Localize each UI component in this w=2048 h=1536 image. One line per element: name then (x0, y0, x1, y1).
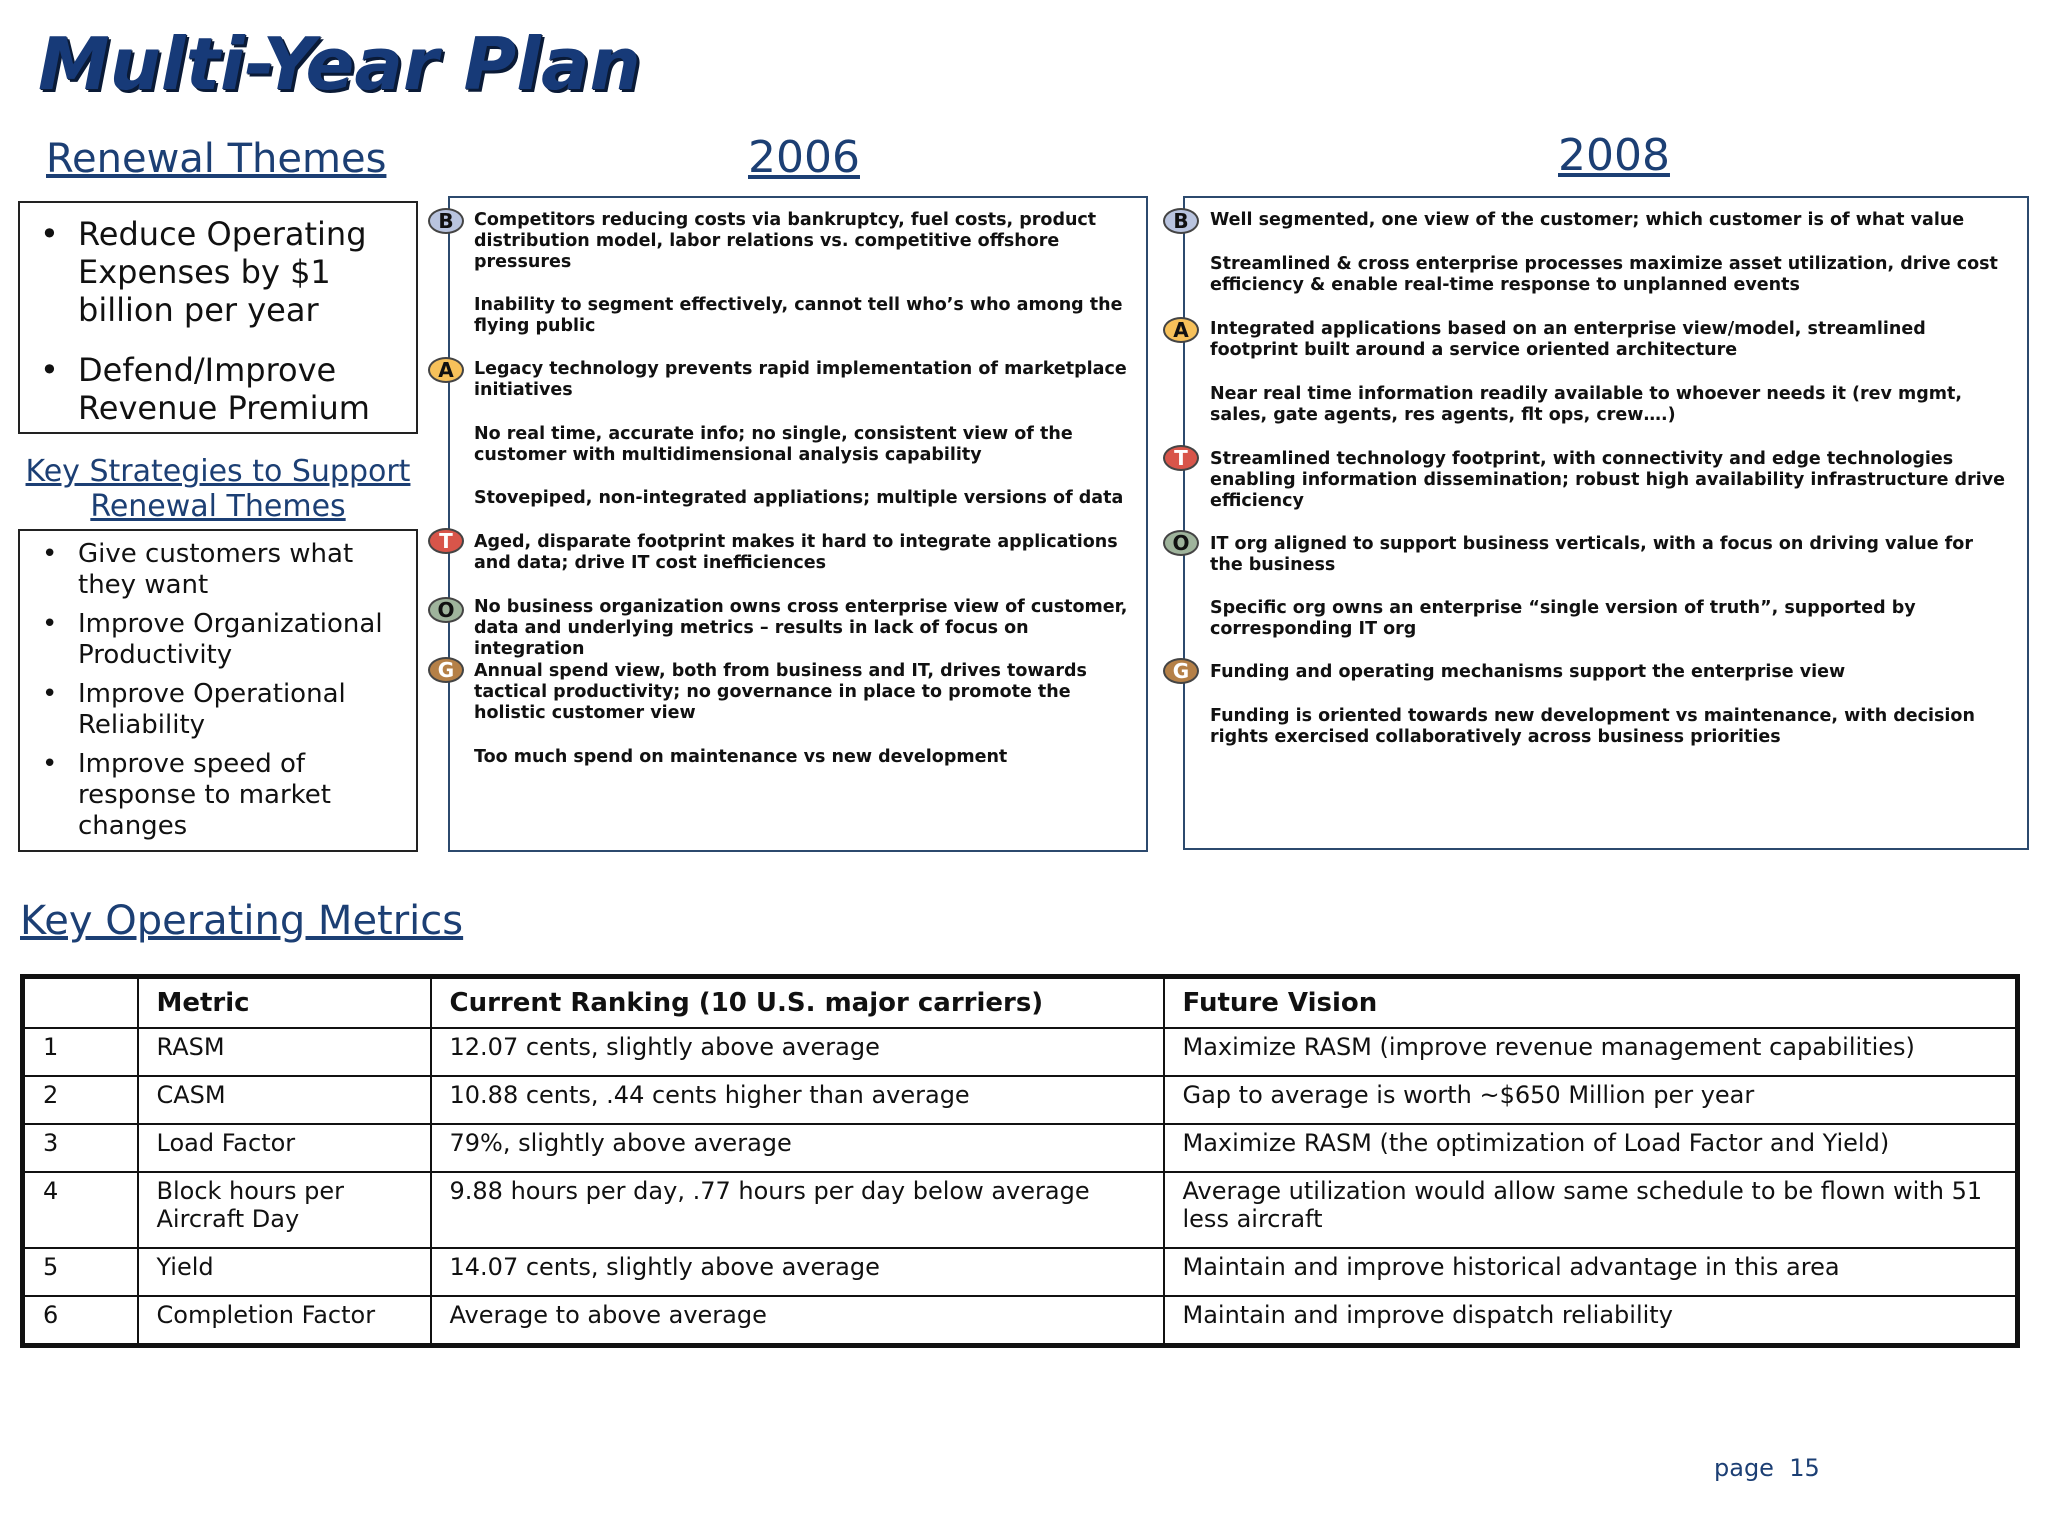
list-item: • Improve speed of response to market changes (78, 749, 406, 842)
table-cell: Maximize RASM (the optimization of Load Factor and Yield) (1164, 1124, 2018, 1172)
application-badge: A (428, 357, 464, 383)
table-cell: Gap to average is worth ~$650 Million per year (1164, 1076, 2018, 1124)
key-operating-metrics-heading: Key Operating Metrics (20, 898, 464, 944)
key-strategies-list (20, 531, 416, 842)
panel-2008-text: Integrated applications based on an enterprise view/model, streamlined footprint built around a service oriented architecture (1210, 319, 1926, 360)
panel-2006-text: Too much spend on maintenance vs new development (474, 747, 1008, 767)
list-item: • Defend/Improve Revenue Premium (78, 351, 406, 427)
table-cell: Average to above average (431, 1296, 1164, 1346)
panel-2008-text: Near real time information readily available to whoever needs it (rev mgmt, sales, gate agents, res agents, flt ops, crew….) (1210, 384, 1963, 425)
page-number-footer (1714, 1454, 1820, 1482)
panel-2006-text: No business organization owns cross enterprise view of customer, data and underlying metrics – results in lack of focus on integration (474, 597, 1128, 659)
organization-badge: O (1163, 530, 1199, 556)
panel-2008 (1172, 196, 2029, 850)
list-item: • Give customers what they want (78, 539, 406, 601)
panel-2006-text: Stovepiped, non-integrated appliations; multiple versions of data (474, 488, 1124, 508)
table-cell: 10.88 cents, .44 cents higher than average (431, 1076, 1164, 1124)
panel-2008-text: Funding is oriented towards new development vs maintenance, with decision rights exercised collaboratively across business priorities (1210, 706, 1975, 747)
column-header: Future Vision (1164, 977, 2018, 1029)
table-cell: 79%, slightly above average (431, 1124, 1164, 1172)
table-cell: 1 (23, 1028, 138, 1076)
renewal-themes-heading: Renewal Themes (46, 136, 387, 182)
table-cell: Completion Factor (138, 1296, 431, 1346)
panel-2008-text: IT org aligned to support business verticals, with a focus on driving value for the business (1210, 534, 1973, 575)
table-cell: 3 (23, 1124, 138, 1172)
panel-2008-text: Streamlined & cross enterprise processes maximize asset utilization, drive cost efficiency & enable real-time response to unplanned events (1210, 254, 1998, 295)
key-strategies-heading: Key Strategies to Support Renewal Themes (25, 454, 411, 524)
technology-badge: T (428, 528, 464, 554)
column-header: Metric (138, 977, 431, 1029)
key-strategies-box (18, 529, 418, 852)
renewal-themes-box (18, 201, 418, 434)
table-cell: Maintain and improve dispatch reliability (1164, 1296, 2018, 1346)
list-item: • Improve Operational Reliability (78, 679, 406, 741)
panel-2008-text: Specific org owns an enterprise “single version of truth”, supported by corresponding IT org (1210, 598, 1916, 639)
table-cell: Average utilization would allow same schedule to be flown with 51 less aircraft (1164, 1172, 2018, 1248)
table-cell: 9.88 hours per day, .77 hours per day below average (431, 1172, 1164, 1248)
panel-2006-text: Inability to segment effectively, cannot tell who’s who among the flying public (474, 295, 1123, 336)
table-cell: 6 (23, 1296, 138, 1346)
metrics-table (20, 974, 2020, 1348)
governance-badge: G (428, 657, 464, 683)
table-cell: 4 (23, 1172, 138, 1248)
panel-2006-text: Annual spend view, both from business and IT, drives towards tactical productivity; no governance in place to promote the holistic customer view (474, 661, 1087, 723)
page-title: Multi-Year Plan (38, 22, 641, 106)
table-header-row (23, 977, 2018, 1029)
table-cell: 5 (23, 1248, 138, 1296)
table-row (23, 1172, 2018, 1248)
business-badge: B (428, 208, 464, 234)
panel-2006-text: No real time, accurate info; no single, consistent view of the customer with multidimensional analysis capability (474, 424, 1073, 465)
page-label: page (1714, 1454, 1774, 1482)
panel-2006-text: Aged, disparate footprint makes it hard to integrate applications and data; drive IT cost inefficiences (474, 532, 1118, 573)
panel-2006-text: Competitors reducing costs via bankruptcy, fuel costs, product distribution model, labor relations vs. competitive offshore pressures (474, 210, 1097, 272)
table-cell: CASM (138, 1076, 431, 1124)
application-badge: A (1163, 317, 1199, 343)
table-row (23, 1028, 2018, 1076)
table-cell: RASM (138, 1028, 431, 1076)
panel-2006-text: Legacy technology prevents rapid implementation of marketplace initiatives (474, 359, 1127, 400)
year-2008-heading: 2008 (1558, 130, 1670, 181)
table-row (23, 1248, 2018, 1296)
business-badge: B (1163, 208, 1199, 234)
list-item: • Improve Organizational Productivity (78, 609, 406, 671)
column-header (23, 977, 138, 1029)
list-item: • Reduce Operating Expenses by $1 billion per year (78, 215, 406, 329)
page-number: 15 (1789, 1454, 1820, 1482)
renewal-themes-list (20, 203, 416, 427)
year-2006-heading: 2006 (748, 132, 860, 183)
panel-2008-text: Funding and operating mechanisms support the enterprise view (1210, 662, 1846, 682)
table-cell: 14.07 cents, slightly above average (431, 1248, 1164, 1296)
organization-badge: O (428, 597, 464, 623)
technology-badge: T (1163, 445, 1199, 471)
table-cell: Maintain and improve historical advantage in this area (1164, 1248, 2018, 1296)
table-cell: Maximize RASM (improve revenue management capabilities) (1164, 1028, 2018, 1076)
panel-2008-text: Streamlined technology footprint, with connectivity and edge technologies enabling information dissemination; robust high availability infrastructure drive efficiency (1210, 449, 2005, 511)
table-cell: Yield (138, 1248, 431, 1296)
table-cell: Load Factor (138, 1124, 431, 1172)
panel-2006 (437, 196, 1148, 852)
panel-2008-text: Well segmented, one view of the customer; which customer is of what value (1210, 210, 1965, 230)
table-row (23, 1296, 2018, 1346)
table-row (23, 1124, 2018, 1172)
column-header: Current Ranking (10 U.S. major carriers) (431, 977, 1164, 1029)
table-cell: 12.07 cents, slightly above average (431, 1028, 1164, 1076)
table-row (23, 1076, 2018, 1124)
table-cell: 2 (23, 1076, 138, 1124)
governance-badge: G (1163, 658, 1199, 684)
table-cell: Block hours per Aircraft Day (138, 1172, 431, 1248)
